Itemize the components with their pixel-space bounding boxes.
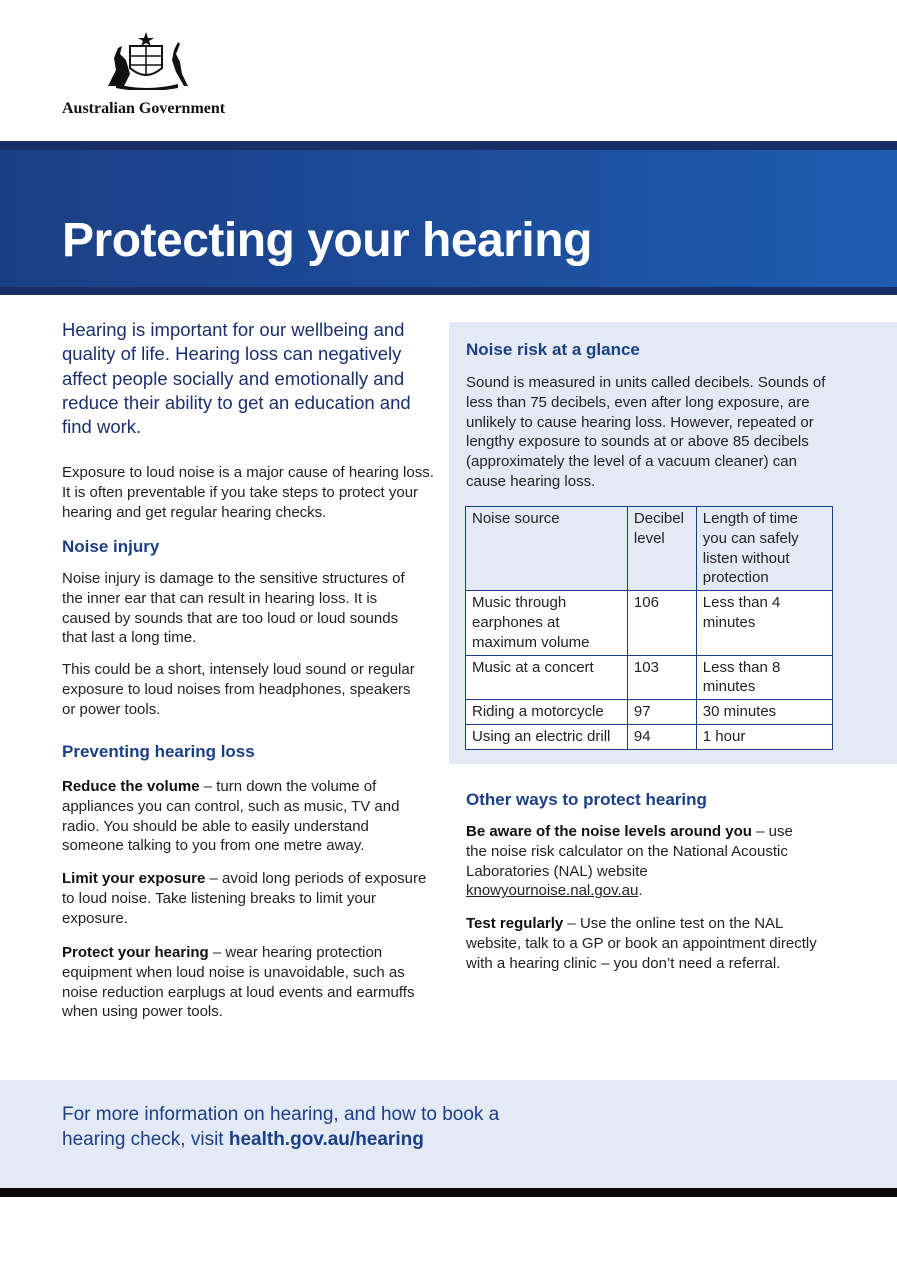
prevent-item-limit-exposure — [62, 869, 432, 928]
noise-injury-paragraph-1: Noise injury is damage to the sensitive structures of the inner ear that can result in hearing loss. It is caused by sounds that are too loud or loud sounds that last a long time. — [62, 570, 405, 647]
table-row — [466, 700, 833, 725]
page-title: Protecting your hearing — [62, 214, 592, 267]
preventing-heading: Preventing hearing loss — [62, 742, 255, 761]
table-header-row — [466, 507, 833, 591]
table-cell: Music through earphones at maximum volume — [466, 591, 628, 655]
other-way-text: – use the noise risk calculator on the National Acoustic Laboratories (NAL) website — [466, 823, 793, 880]
table-cell: 30 minutes — [696, 700, 832, 725]
other-way-lead: Test regularly — [466, 915, 564, 932]
noise-risk-paragraph: Sound is measured in units called decibels. Sounds of less than 75 decibels, even after long exposure, are unlikely to cause hearing loss. However, repeated or lengthy exposure to sounds at or above 85 decibels (approximately the level of a vacuum cleaner) can cause hearing loss. — [466, 374, 826, 490]
table-header-cell: Noise source — [466, 507, 628, 591]
other-way-lead: Be aware of the noise levels around you — [466, 823, 752, 840]
noise-table — [465, 506, 833, 750]
noise-injury-paragraph-2: This could be a short, intensely loud sound or regular exposure to loud noises from headphones, speakers or power tools. — [62, 661, 415, 718]
noise-risk-heading: Noise risk at a glance — [466, 340, 640, 359]
prevent-item-lead: Protect your hearing — [62, 944, 209, 961]
nal-website-link[interactable]: knowyournoise.nal.gov.au — [466, 882, 639, 900]
prevent-item-reduce-volume — [62, 777, 422, 856]
table-cell: 94 — [627, 724, 696, 749]
table-cell: Less than 8 minutes — [696, 655, 832, 700]
exposure-paragraph: Exposure to loud noise is a major cause of hearing loss. It is often preventable if you take steps to protect your hearing and get regular hearing checks. — [62, 464, 434, 521]
table-header-cell: Decibel level — [627, 507, 696, 591]
prevent-item-lead: Limit your exposure — [62, 870, 206, 887]
table-cell: 106 — [627, 591, 696, 655]
noise-injury-heading: Noise injury — [62, 537, 160, 556]
table-row — [466, 724, 833, 749]
table-row — [466, 655, 833, 700]
table-row — [466, 591, 833, 655]
health-website-link[interactable]: health.gov.au/hearing — [228, 1128, 424, 1150]
other-ways-heading: Other ways to protect hearing — [466, 790, 707, 809]
prevent-item-lead: Reduce the volume — [62, 778, 200, 795]
table-cell: 1 hour — [696, 724, 832, 749]
footer — [0, 1080, 897, 1188]
title-banner — [0, 141, 897, 295]
table-cell: 97 — [627, 700, 696, 725]
coat-of-arms-icon — [102, 30, 190, 90]
table-cell: Using an electric drill — [466, 724, 628, 749]
prevent-item-text: – avoid long periods of exposure to loud noise. Take listening breaks to limit your exposure. — [62, 870, 427, 927]
period: . — [638, 882, 643, 900]
other-way-text: – Use the online test on the NAL website, talk to a GP or book an appointment directly with a hearing clinic – you don’t need a referral. — [466, 915, 817, 972]
footer-message: For more information on hearing, and how to book a hearing check, visit — [62, 1104, 500, 1150]
intro-text: Hearing is important for our wellbeing and quality of life. Hearing loss can negatively affect people socially and emotionally and reduce their ability to get an education and find work. — [62, 319, 411, 438]
government-name: Australian Government — [62, 100, 226, 117]
footer-text — [62, 1103, 532, 1152]
table-cell: Less than 4 minutes — [696, 591, 832, 655]
table-header-cell: Length of time you can safely listen without protection — [696, 507, 832, 591]
table-cell: 103 — [627, 655, 696, 700]
other-way-noise-levels — [466, 822, 796, 901]
table-cell: Riding a motorcycle — [466, 700, 628, 725]
other-way-test-regularly — [466, 914, 826, 973]
prevent-item-text: – wear hearing protection equipment when loud noise is unavoidable, such as noise reduction earplugs at loud events and earmuffs when using power tools. — [62, 944, 415, 1021]
footer-divider — [0, 1188, 897, 1197]
government-logo — [62, 30, 232, 120]
prevent-item-protect-hearing — [62, 943, 422, 1022]
table-cell: Music at a concert — [466, 655, 628, 700]
prevent-item-text: – turn down the volume of appliances you can control, such as music, TV and radio. You should be able to easily understand someone talking to you from one metre away. — [62, 778, 400, 855]
